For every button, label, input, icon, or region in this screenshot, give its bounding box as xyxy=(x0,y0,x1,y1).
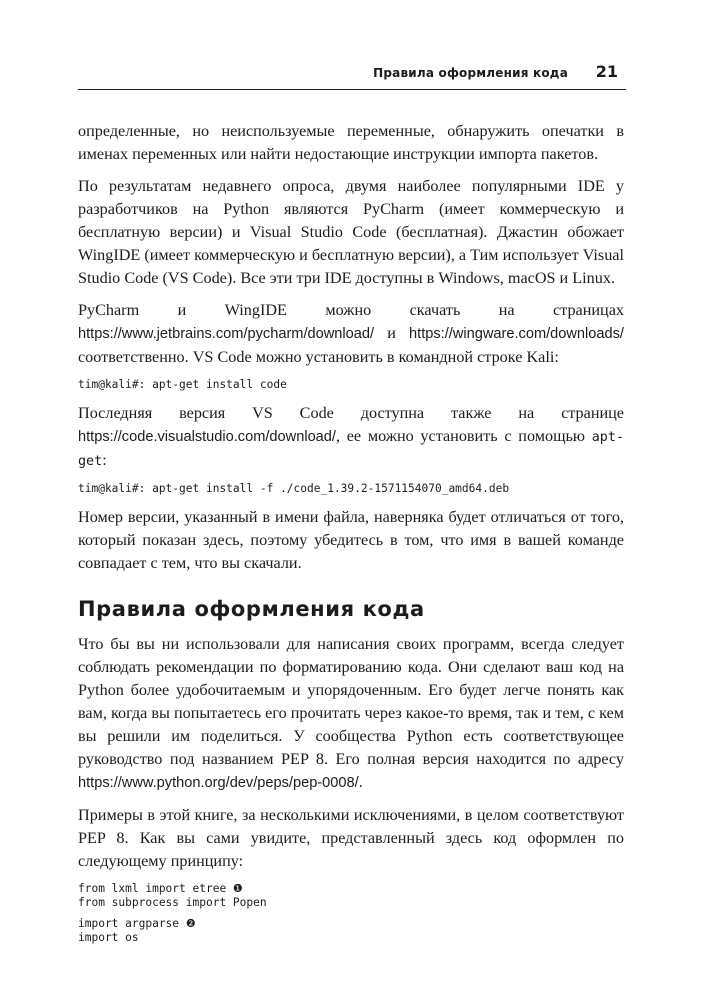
page-body xyxy=(78,120,624,955)
paragraph-6 xyxy=(78,633,624,795)
paragraph-4-text-a: Последняя версия VS Code доступна также на странице xyxy=(78,404,624,422)
paragraph-4-text-b: , ее можно установить с помощью xyxy=(335,427,592,445)
pep8-link[interactable]: https://www.python.org/dev/peps/pep-0008/ xyxy=(78,775,359,791)
paragraph-3-text-c: соответственно. VS Code можно установить в командной строке Kali: xyxy=(78,348,559,366)
code-line xyxy=(78,882,624,896)
callout-1-icon: ❶ xyxy=(232,882,243,895)
paragraph-4-text-c: : xyxy=(102,451,107,469)
running-head-title: Правила оформления кода xyxy=(373,66,568,80)
callout-2-icon: ❷ xyxy=(185,917,196,930)
vscode-download-link[interactable]: https://code.visualstudio.com/download/ xyxy=(78,429,336,445)
paragraph-3-text-b: и xyxy=(374,324,410,342)
paragraph-7: Примеры в этой книге, за несколькими исключениями, в целом соответствуют PEP 8. Как вы сами увидите, представленный здесь код оформлен по следующему принципу: xyxy=(78,806,624,870)
wingware-link[interactable]: https://wingware.com/downloads/ xyxy=(409,326,624,342)
code-line: tim@kali#: apt-get install code xyxy=(78,378,287,391)
paragraph-4 xyxy=(78,402,624,473)
page-number: 21 xyxy=(595,62,618,81)
section-heading: Правила оформления кода xyxy=(78,597,425,621)
paragraph-1: определенные, но неиспользуемые переменные, обнаружить опечатки в именах переменных или найти недостающие инструкции импорта пакетов. xyxy=(78,122,624,163)
running-head xyxy=(78,62,626,84)
code-line xyxy=(78,917,624,931)
paragraph-2: По результатам недавнего опроса, двумя наиболее популярными IDE у разработчиков на Python являются PyCharm (имеет коммерческую и бесплатную версии) и Visual Studio Code (бесплатная). Джастин обожает WingIDE (имеет коммерческую и бесплатную версии), а Тим использует Visual Studio Code (VS Code). Все эти три IDE доступны в Windows, macOS и Linux. xyxy=(78,177,624,287)
paragraph-3 xyxy=(78,299,624,369)
paragraph-3-text-a: PyCharm и WingIDE можно скачать на страницах xyxy=(78,301,624,319)
code-block-imports xyxy=(78,882,624,945)
code-line: tim@kali#: apt-get install -f ./code_1.39.2-1571154070_amd64.deb xyxy=(78,482,510,495)
code-spacer xyxy=(78,910,624,917)
inline-code-apt-get: apt-get xyxy=(78,430,624,469)
jetbrains-link[interactable]: https://www.jetbrains.com/pycharm/download/ xyxy=(78,326,375,342)
paragraph-6-text-a: Что бы вы ни использовали для написания своих программ, всегда следует соблюдать рекомендации по форматированию кода. Они сделают ваш код на Python более удобочитаемым и упорядоченным. Его будет легче понять как вам, когда вы попытаетесь его прочитать через какое-то время, так и тем, с кем вы решили им поделиться. У сообщества Python есть соответствующее руководство под названием PEP 8. Его полная версия находится по адресу xyxy=(78,635,624,768)
code-block-install-code xyxy=(78,378,624,392)
code-line-text: import argparse xyxy=(78,917,186,930)
paragraph-5: Номер версии, указанный в имени файла, наверняка будет отличаться от того, который показан здесь, поэтому убедитесь в том, что имя в вашей команде совпадает с тем, что вы скачали. xyxy=(78,508,624,572)
code-line: from subprocess import Popen xyxy=(78,896,267,909)
paragraph-6-text-b: . xyxy=(358,773,363,791)
code-block-install-deb xyxy=(78,482,624,496)
header-rule xyxy=(78,89,626,90)
code-line: import os xyxy=(78,931,139,944)
code-line-text: from lxml import etree xyxy=(78,882,233,895)
